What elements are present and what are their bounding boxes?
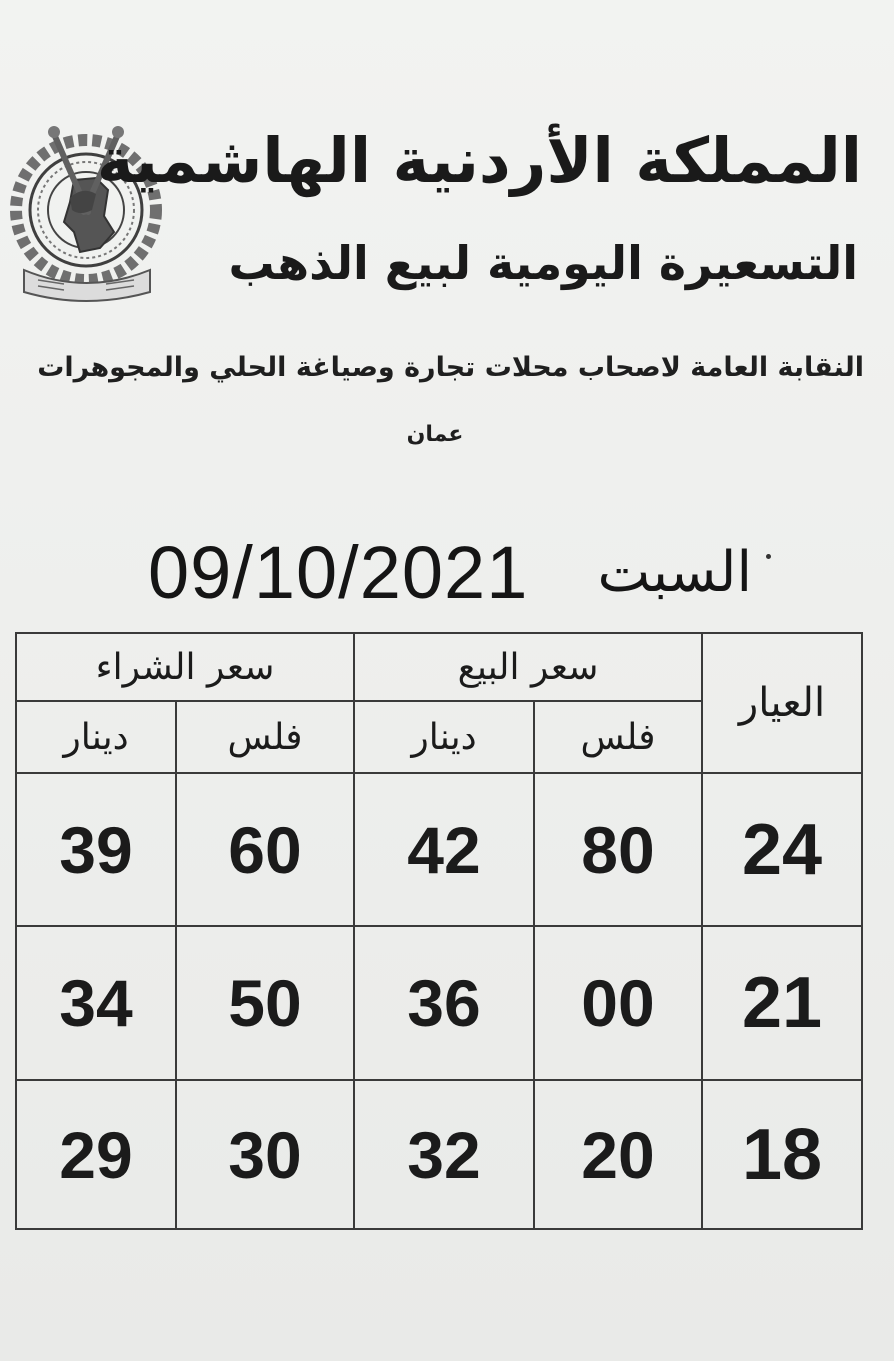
sell-fils-cell: 20 (534, 1080, 702, 1229)
sell-dinar-cell: 42 (354, 773, 534, 926)
daily-pricing-title: التسعيرة اليومية لبيع الذهب (228, 236, 858, 290)
sell-dinar-cell: 36 (354, 926, 534, 1081)
buy-fils-cell: 60 (176, 773, 354, 926)
buy-dinar-cell: 29 (16, 1080, 176, 1229)
buy-price-header: سعر الشراء (16, 633, 354, 701)
kingdom-title: المملكة الأردنية الهاشمية (96, 124, 862, 197)
buy-fils-cell: 50 (176, 926, 354, 1081)
sell-fils-cell: 00 (534, 926, 702, 1081)
buy-fils-header: فلس (176, 701, 354, 773)
table-row (16, 926, 862, 1081)
karat-cell: 21 (702, 926, 862, 1081)
buy-dinar-cell: 39 (16, 773, 176, 926)
date-line (140, 528, 780, 618)
sell-fils-cell: 80 (534, 773, 702, 926)
city-name: عمان (406, 422, 464, 447)
table-header-row (16, 633, 862, 701)
gold-price-table (15, 632, 863, 1230)
date-value: 09/10/2021 (148, 531, 529, 614)
buy-dinar-header: دينار (16, 701, 176, 773)
sell-dinar-header: دينار (354, 701, 534, 773)
table-row (16, 773, 862, 926)
dot-mark (766, 554, 771, 559)
table-row (16, 1080, 862, 1229)
sell-dinar-cell: 32 (354, 1080, 534, 1229)
sell-fils-header: فلس (534, 701, 702, 773)
buy-fils-cell: 30 (176, 1080, 354, 1229)
karat-cell: 24 (702, 773, 862, 926)
sell-price-header: سعر البيع (354, 633, 702, 701)
karat-header: العيار (702, 633, 862, 773)
date-day: السبت (597, 540, 752, 605)
karat-cell: 18 (702, 1080, 862, 1229)
syndicate-name: النقابة العامة لاصحاب محلات تجارة وصياغة الحلي والمجوهرات (37, 352, 864, 383)
buy-dinar-cell: 34 (16, 926, 176, 1081)
